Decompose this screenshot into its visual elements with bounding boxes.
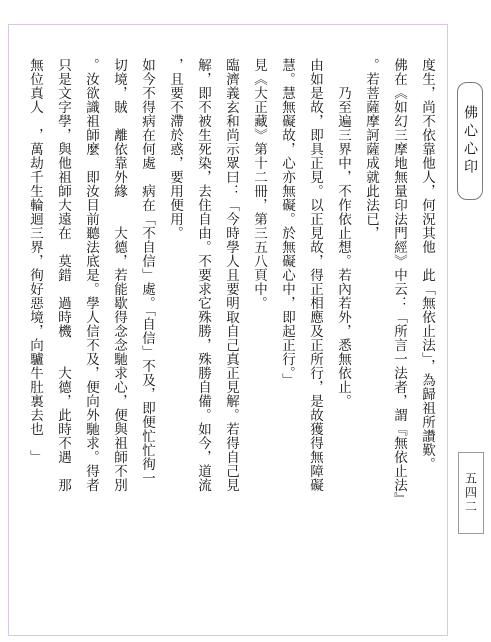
- book-title: 佛心心印: [462, 105, 478, 177]
- text-column: 。若菩薩摩訶薩成就此法已，: [363, 58, 379, 240]
- text-column: 切境，賊 離依靠外緣 大德，若能歇得念念馳求心，便與祖師不別: [111, 58, 127, 492]
- text-column: 度生，尚不依靠他人，何況其他 此「無依止法」，為歸祖所讚歎。: [419, 58, 435, 472]
- page-number-box: [458, 452, 484, 534]
- text-column: 由如是故，即具正見。以正見故，得正相應及正所行，是故獲得無障礙: [307, 58, 323, 492]
- body-text: [14, 58, 436, 618]
- book-title-tab: [457, 82, 483, 200]
- text-column: 慧。慧無礙故，心亦無礙。於無礙心中，即起正行。」: [279, 58, 295, 388]
- page-number: 五四二: [463, 472, 478, 514]
- text-column: ，且要不滯於惑，要用便用。: [167, 58, 183, 240]
- text-column: 佛在《如幻三摩地無量印法門經》中云：「所言一法者，謂『無依止法』: [391, 58, 407, 506]
- text-column: 如今不得病在何處 病在「不自信」處。「自信」不及，即便忙忙徇一: [139, 58, 155, 486]
- text-column: 只是文字學，與他祖師大遠在 莫錯 過時機 大德，此時不遇 那: [55, 58, 71, 492]
- text-column: 無位真人 ，萬劫千生輪迴三界，徇好惡境，向驢牛肚裏去也 」: [27, 58, 43, 464]
- text-column: 解，即不被生死染，去住自由。不要求它殊勝，殊勝自備。如今，道流: [195, 58, 211, 492]
- text-column: 。汝欲識祖師麼 即汝目前聽法底是。學人信不及，便向外馳求。得者: [83, 58, 99, 492]
- text-column: 乃至遍三界中，不作依止想。若內若外，悉無依止。: [335, 58, 351, 408]
- text-column: 見《大正藏》第十二冊，第三五八頁中。: [251, 58, 267, 310]
- text-column: 臨濟義玄和尚示眾曰：「今時學人且要明取自己真正見解。若得自己見: [223, 58, 239, 492]
